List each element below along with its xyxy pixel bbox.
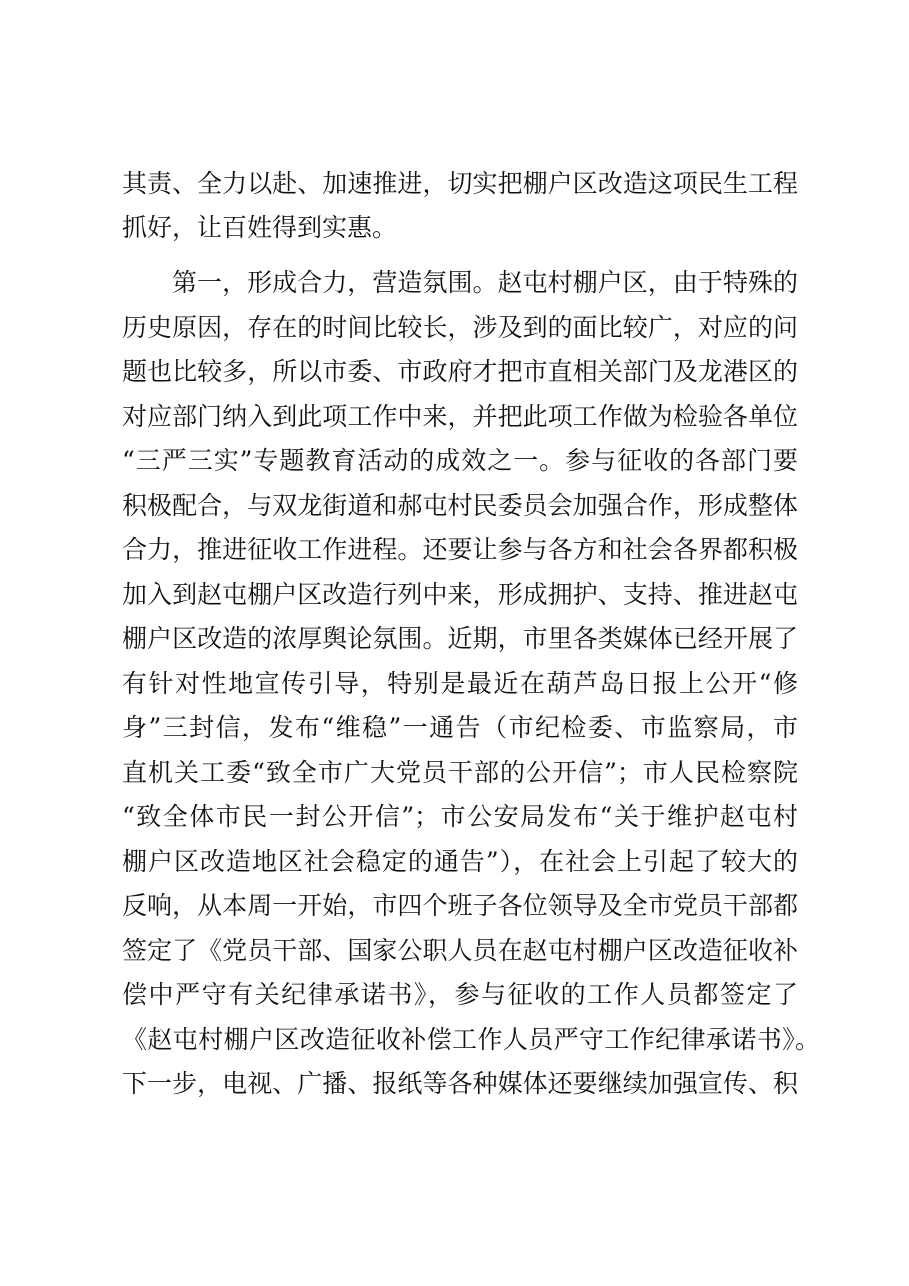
paragraph-line: 题也比较多，所以市委、市政府才把市直相关部门及龙港区的	[122, 357, 798, 386]
paragraph-line: 直机关工委“致全市广大党员干部的公开信”；市人民检察院	[122, 758, 798, 787]
paragraph-line: 棚户区改造的浓厚舆论氛围。近期，市里各类媒体已经开展了	[122, 624, 798, 653]
paragraph-line: 身”三封信，发布“维稳”一通告（市纪检委、市监察局，市	[122, 713, 798, 742]
paragraph-line: 历史原因，存在的时间比较长，涉及到的面比较广，对应的问	[122, 313, 798, 342]
paragraph-line: “致全体市民一封公开信”；市公安局发布“关于维护赵屯村	[122, 802, 798, 831]
paragraph-line: 第一，形成合力，营造氛围。赵屯村棚户区，由于特殊的	[172, 268, 798, 297]
paragraph-line: 签定了《党员干部、国家公职人员在赵屯村棚户区改造征收补	[122, 936, 798, 965]
paragraph-line: 棚户区改造地区社会稳定的通告”），在社会上引起了较大的	[122, 847, 798, 876]
paragraph-line: 积极配合，与双龙街道和郝屯村民委员会加强合作，形成整体	[122, 491, 798, 520]
paragraph-line: 合力，推进征收工作进程。还要让参与各方和社会各界都积极	[122, 535, 798, 564]
paragraph-line: 下一步，电视、广播、报纸等各种媒体还要继续加强宣传、积	[122, 1069, 798, 1098]
paragraph-line: 反响，从本周一开始，市四个班子各位领导及全市党员干部都	[122, 891, 798, 920]
paragraph-line: “三严三实”专题教育活动的成效之一。参与征收的各部门要	[122, 446, 798, 475]
paragraph-line: 对应部门纳入到此项工作中来，并把此项工作做为检验各单位	[122, 402, 798, 431]
paragraph-line: 加入到赵屯棚户区改造行列中来，形成拥护、支持、推进赵屯	[122, 580, 798, 609]
paragraph-line: 偿中严守有关纪律承诺书》，参与征收的工作人员都签定了	[122, 980, 798, 1009]
paragraph-line: 《赵屯村棚户区改造征收补偿工作人员严守工作纪律承诺书》。	[122, 1025, 820, 1054]
paragraph-line: 抓好，让百姓得到实惠。	[122, 213, 398, 242]
paragraph-line: 有针对性地宣传引导，特别是最近在葫芦岛日报上公开“修	[122, 669, 798, 698]
paragraph-line: 其责、全力以赴、加速推进，切实把棚户区改造这项民生工程	[122, 169, 798, 198]
